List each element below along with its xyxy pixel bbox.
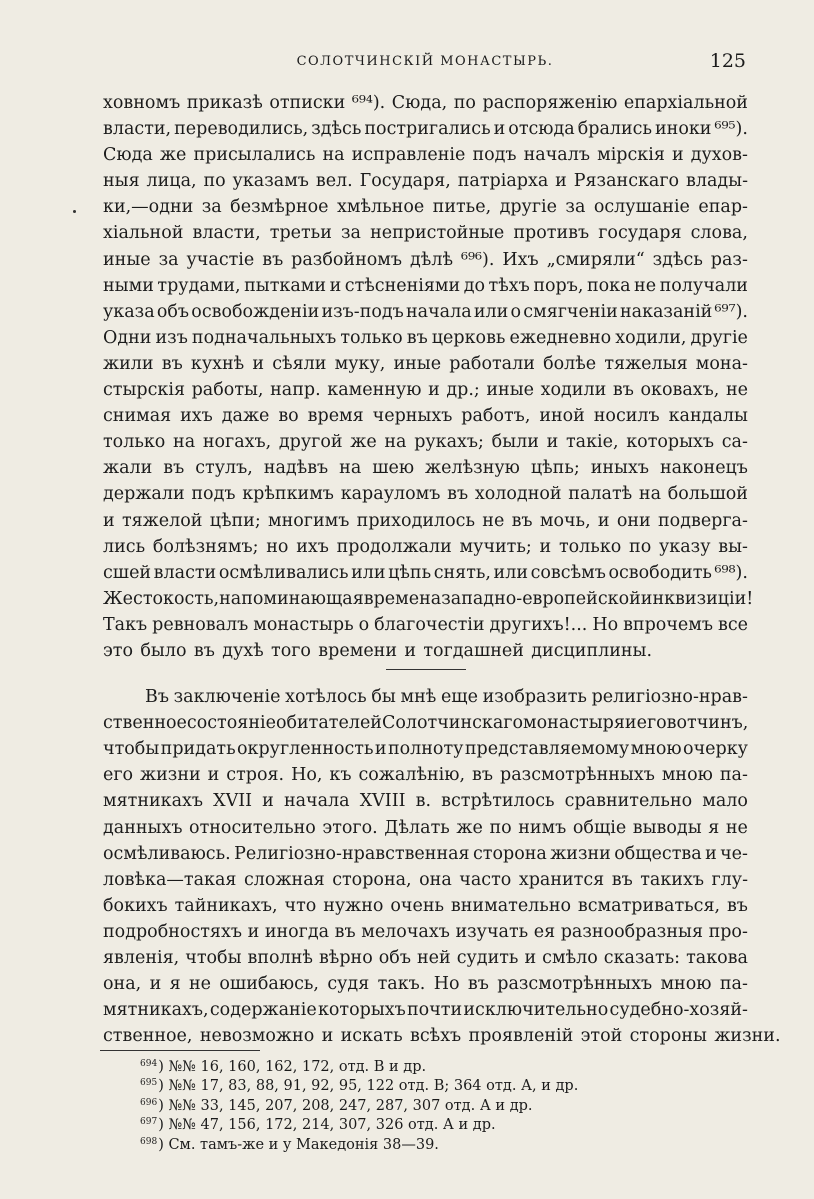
text-line: ныя лица, по указамъ вел. Государя, патріарха и Рязанскаго влады- (103, 171, 748, 192)
text-line: Жестокость, напоминающая времена западно-европейской инквизиціи! (103, 588, 754, 609)
footnote-text: ) №№ 33, 145, 207, 208, 247, 287, 307 отд. А и др. (158, 1097, 533, 1114)
footnote (100, 1074, 740, 1093)
footnote-text: ) №№ 17, 83, 88, 91, 92, 95, 122 отд. В; 364 отд. А, и др. (158, 1078, 579, 1095)
text-line: ственное, невозможно и искать всѣхъ проявленій этой стороны жизни. (103, 1026, 781, 1047)
footnote-text: ) См. тамъ-же и у Македонія 38—39. (158, 1136, 439, 1153)
text-line: иные за участіе въ разбойномъ дѣлѣ ⁶⁹⁶). Ихъ „смиряли“ здѣсь раз- (103, 249, 748, 270)
footnote (100, 1113, 740, 1132)
footnote-number: 694 (140, 1059, 158, 1069)
text-line: его жизни и строя. Но, къ сожалѣнію, въ разсмотрѣнныхъ мною па- (103, 765, 748, 786)
text-line: держали подъ крѣпкимъ карауломъ въ холодной палатѣ на большой (103, 484, 748, 505)
text-line: явленія, чтобы вполнѣ вѣрно объ ней судить и смѣло сказать: такова (103, 948, 748, 968)
footnotes (100, 1050, 740, 1152)
text-line: ными трудами, пытками и стѣсненіями до тѣхъ поръ, пока не получали (103, 275, 748, 296)
margin-mark (73, 210, 76, 213)
text-line: ловѣка—такая сложная сторона, она часто хранится въ такихъ глу- (103, 869, 748, 890)
section-divider (386, 669, 466, 670)
body-text (103, 90, 781, 1049)
text-line: сшей власти осмѣливались или цѣпь снять, или совсѣмъ освободить ⁶⁹⁸). (103, 562, 748, 583)
footnote (100, 1055, 740, 1074)
footnote-number: 697 (140, 1117, 158, 1128)
page-number: 125 (709, 50, 746, 72)
text-line: лись болѣзнямъ; но ихъ продолжали мучить; и только по указу вы- (103, 536, 748, 557)
text-line: подробностяхъ и иногда въ мелочахъ изучать ея разнообразныя про- (103, 921, 748, 942)
text-line: стырскія работы, напр. каменную и др.; иные ходили въ оковахъ, не (103, 380, 748, 401)
text-line: мятникахъ, содержаніе которыхъ почти исключительно судебно-хозяй- (103, 1000, 748, 1021)
text-line: указа объ освобожденіи изъ-подъ начала или о смягченіи наказаній ⁶⁹⁷). (103, 301, 748, 322)
text-line: Въ заключеніе хотѣлось бы мнѣ еще изобразить религіозно-нрав- (145, 687, 748, 708)
footnote-text: ) №№ 47, 156, 172, 214, 307, 326 отд. А и др. (158, 1117, 496, 1134)
running-title: СОЛОТЧИНСКІЙ МОНАСТЫРЬ. (296, 54, 554, 69)
footnote (100, 1133, 740, 1152)
footnote-number: 696 (140, 1097, 158, 1108)
page-header (100, 50, 750, 76)
text-line: мятникахъ XVII и начала XVIII в. встрѣтилось сравнительно мало (103, 791, 748, 812)
footnote-rule (100, 1050, 260, 1051)
footnote-text: ) №№ 16, 160, 162, 172, отд. В и др. (158, 1059, 427, 1075)
footnote-number: 698 (140, 1136, 158, 1147)
text-line: она, и я не ошибаюсь, судя такъ. Но въ разсмотрѣнныхъ мною па- (103, 974, 748, 995)
text-line: бокихъ тайникахъ, что нужно очень внимательно всматриваться, въ (103, 895, 748, 916)
text-line: ки,—одни за безмѣрное хмѣльное питье, другіе за ослушаніе епар- (103, 197, 748, 218)
paragraph-2 (103, 684, 781, 1049)
footnote-list (100, 1055, 740, 1152)
text-line: власти, переводились, здѣсь постригались и отсюда брались иноки ⁶⁹⁵). (103, 119, 748, 140)
text-line: ственное состояніе обитателей Солотчинскаго монастыря и его вотчинъ, (103, 713, 749, 734)
footnote (100, 1094, 740, 1113)
text-line: чтобы придать округленность и полноту представляемому мною очерку (103, 739, 748, 760)
text-line: ховномъ приказѣ отписки ⁶⁹⁴). Сюда, по распоряженію епархіальной (103, 93, 748, 113)
paragraph-1 (103, 90, 754, 664)
text-line: и тяжелой цѣпи; многимъ приходилось не въ мочь, и они подверга- (103, 510, 748, 531)
footnote-number: 695 (140, 1078, 158, 1089)
text-line: жали въ стулъ, надѣвъ на шею желѣзную цѣпь; иныхъ наконецъ (103, 458, 748, 479)
text-line: данныхъ относительно этого. Дѣлать же по нимъ общіе выводы я не (103, 817, 748, 838)
text-line: осмѣливаюсь. Религіозно-нравственная сторона жизни общества и че- (103, 843, 748, 864)
text-line: Такъ ревновалъ монастырь о благочестіи другихъ!... Но впрочемъ все (103, 614, 748, 635)
text-line: снимая ихъ даже во время черныхъ работъ, иной носилъ кандалы (103, 406, 748, 427)
text-line: Одни изъ подначальныхъ только въ церковь ежедневно ходили, другіе (103, 327, 748, 348)
text-line: жили въ кухнѣ и сѣяли муку, иные работали болѣе тяжелыя мона- (103, 353, 748, 374)
text-line: Сюда же присылались на исправленіе подъ началъ мірскія и духов- (103, 145, 748, 166)
text-line: это было въ духѣ того времени и тогдашней дисциплины. (103, 640, 653, 661)
text-line: только на ногахъ, другой же на рукахъ; были и такіе, которыхъ са- (103, 432, 748, 453)
text-line: хіальной власти, третьи за непристойные противъ государя слова, (103, 223, 748, 244)
